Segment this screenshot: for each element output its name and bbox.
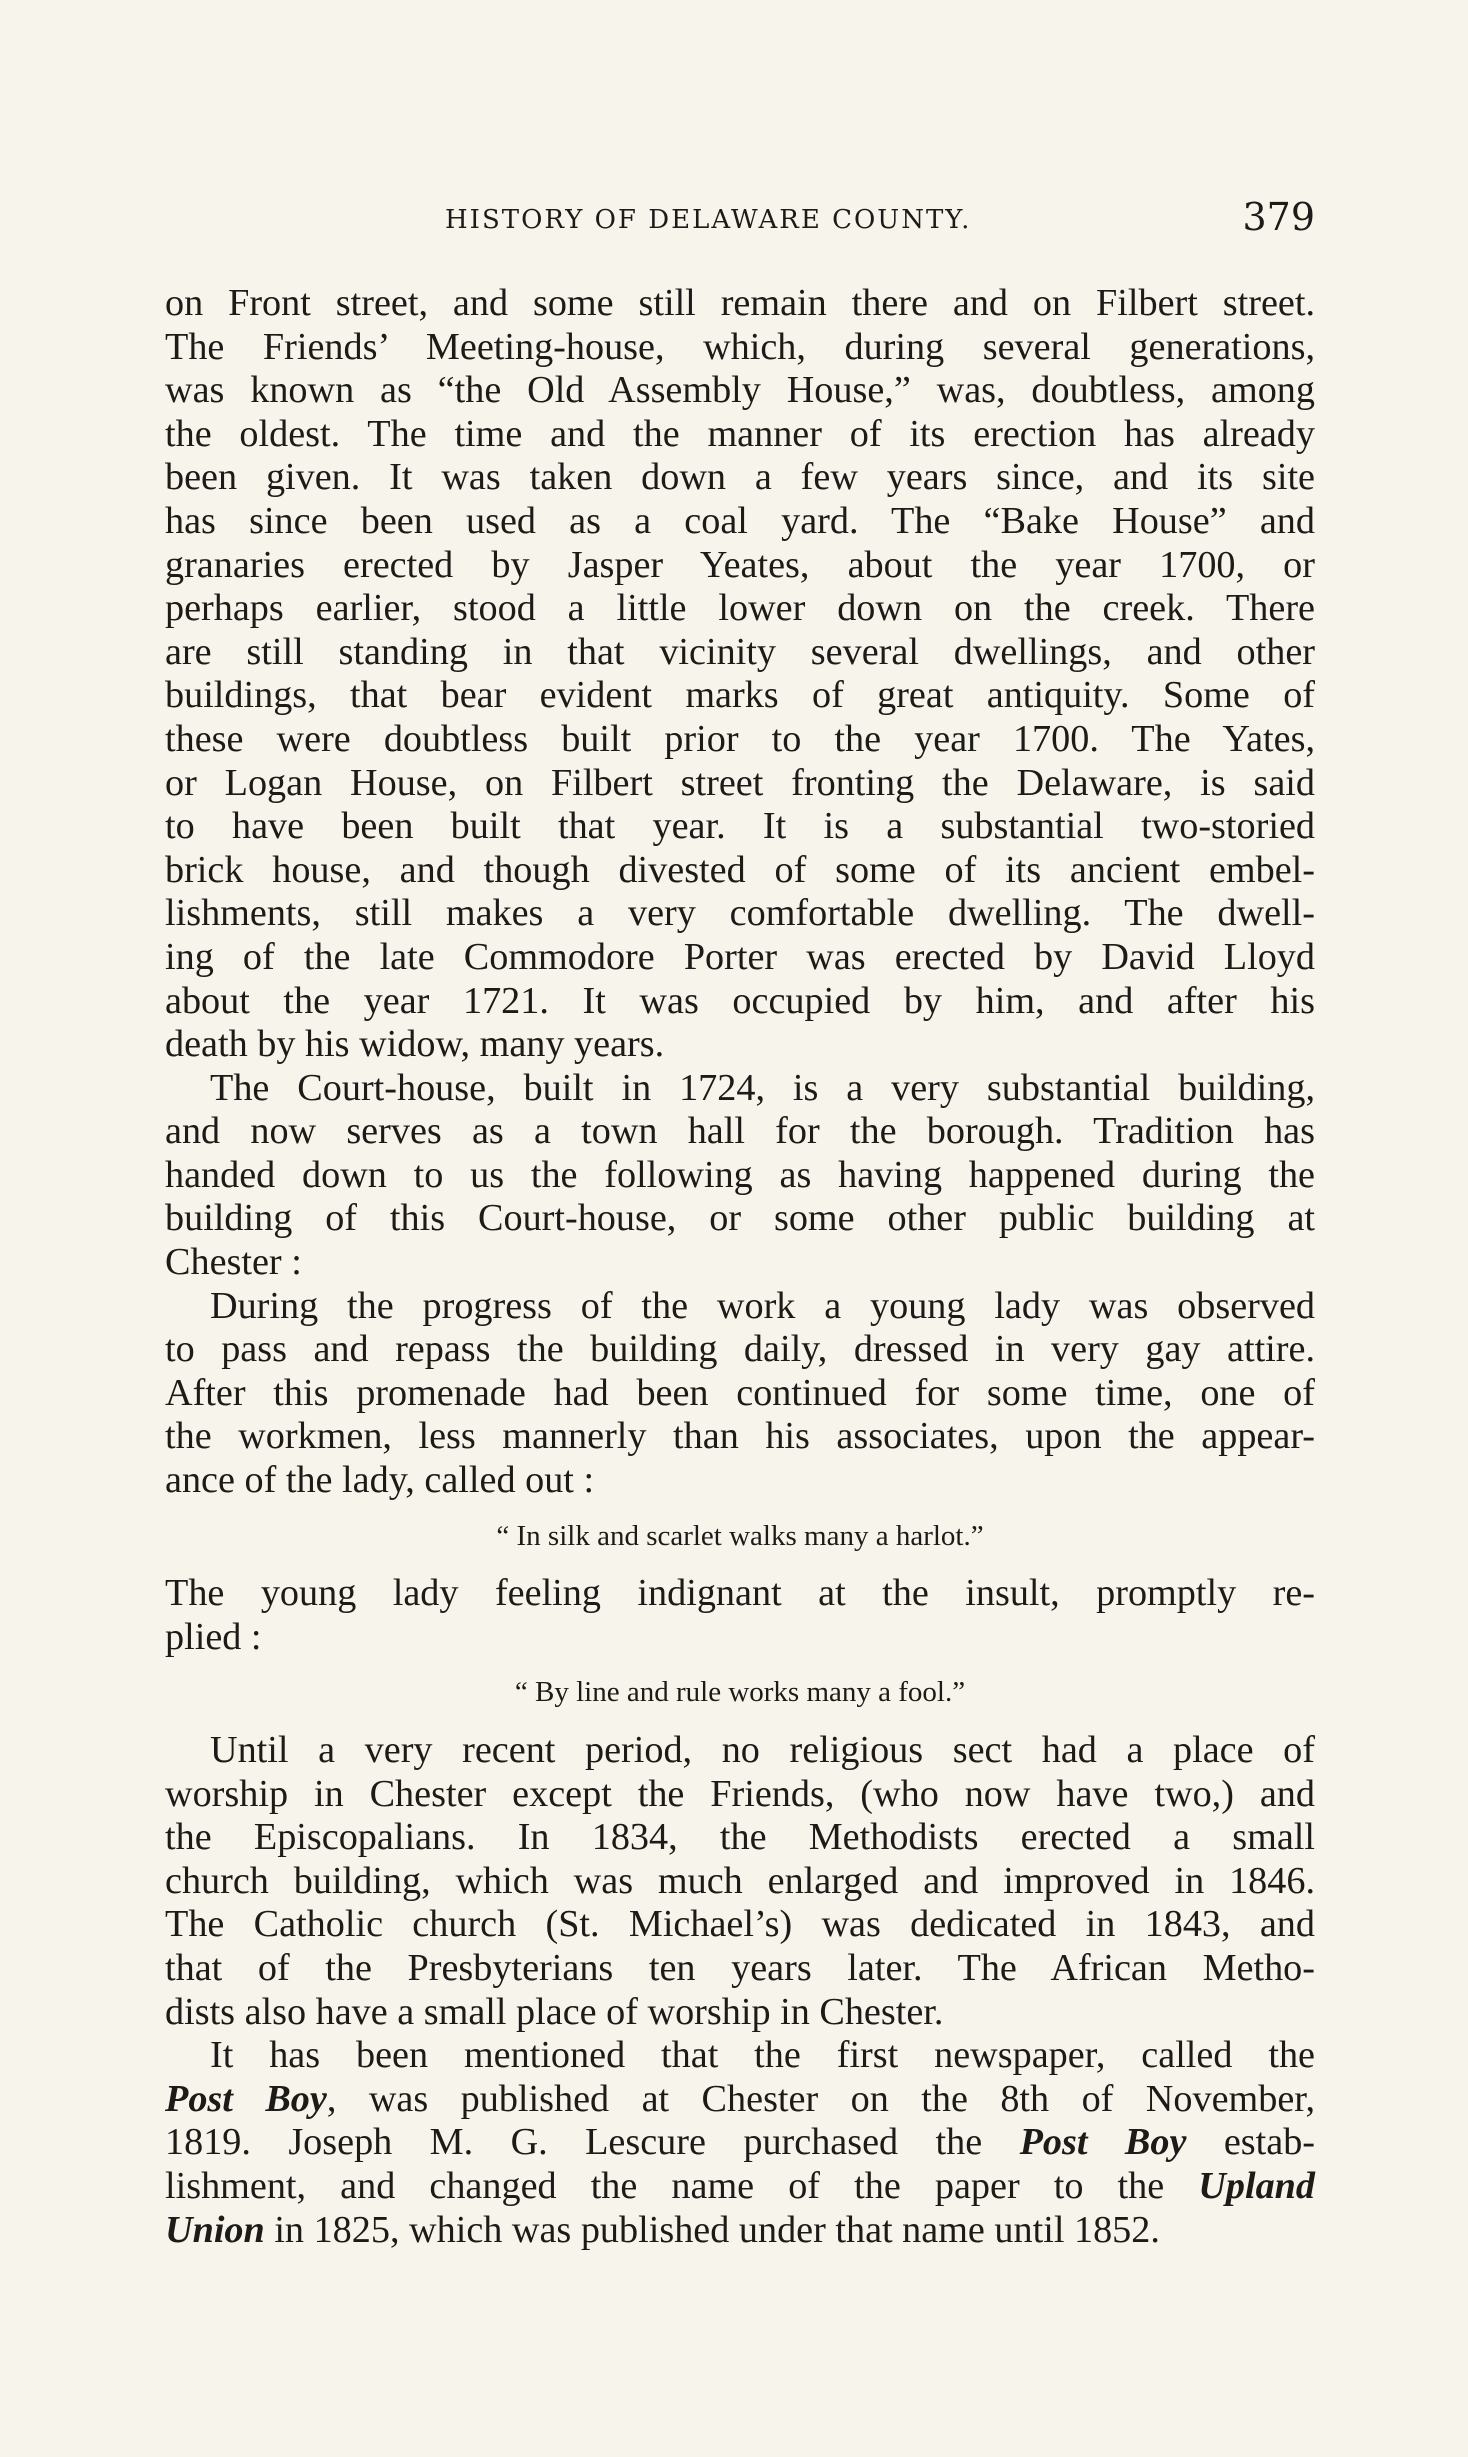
text-line: Until a very recent period, no religious sect had a place of [210, 1729, 1315, 1771]
text-line [165, 2078, 1315, 2122]
text-line [165, 2209, 1315, 2253]
text-line: ing of the late Commodore Porter was erected by David Lloyd [165, 935, 1315, 978]
text-line: are still standing in that vicinity several dwellings, and other [165, 630, 1315, 673]
paragraph [165, 1067, 1315, 1285]
text-line: the oldest. The time and the manner of its erection has already [165, 412, 1315, 455]
text-run: lishment, and changed the name of the paper to the [165, 2164, 1199, 2207]
text-line: building of this Court-house, or some other public building at [165, 1197, 1315, 1240]
page-body [165, 282, 1315, 2252]
text-line: or Logan House, on Filbert street fronting the Delaware, is said [165, 761, 1315, 804]
text-line: church building, which was much enlarged and improved in 1846. [165, 1859, 1315, 1902]
text-line: that of the Presbyterians ten years later. The African Metho- [165, 1946, 1315, 1989]
text-line: been given. It was taken down a few years since, and its site [165, 456, 1315, 499]
text-line: It has been mentioned that the first newspaper, called the [210, 2034, 1315, 2077]
page-header [165, 195, 1315, 245]
page-number: 379 [1242, 195, 1315, 239]
paragraph [165, 2034, 1315, 2252]
text-line: The Catholic church (St. Michael’s) was dedicated in 1843, and [165, 1903, 1315, 1946]
text-line: worship in Chester except the Friends, (who now have two,) and [165, 1772, 1315, 1815]
italic-title: Post Boy [1019, 2121, 1187, 2164]
text-line: granaries erected by Jasper Yeates, about the year 1700, or [165, 543, 1315, 586]
text-line [165, 2165, 1315, 2209]
text-run: in 1825, which was published under that name until 1852. [264, 2208, 1160, 2251]
italic-title: Union [165, 2208, 265, 2251]
text-line: was known as “the Old Assembly House,” was, doubtless, among [165, 369, 1315, 412]
text-line: about the year 1721. It was occupied by him, and after his [165, 979, 1315, 1022]
text-line: the workmen, less mannerly than his associates, upon the appear- [165, 1415, 1315, 1458]
text-line: lishments, still makes a very comfortable dwelling. The dwell- [165, 892, 1315, 935]
paragraph [165, 282, 1315, 1067]
text-line: The Friends’ Meeting-house, which, during several generations, [165, 325, 1315, 368]
text-line: on Front street, and some still remain there and on Filbert street. [165, 282, 1315, 324]
text-line: the Episcopalians. In 1834, the Methodists erected a small [165, 1816, 1315, 1859]
text-line: to pass and repass the building daily, dressed in very gay attire. [165, 1328, 1315, 1371]
paragraph [165, 1729, 1315, 2034]
text-line: death by his widow, many years. [165, 1023, 665, 1066]
text-line: these were doubtless built prior to the year 1700. The Yates, [165, 717, 1315, 760]
text-run: 1819. Joseph M. G. Lescure purchased the [165, 2121, 1020, 2164]
text-line: buildings, that bear evident marks of great antiquity. Some of [165, 674, 1315, 717]
text-line: to have been built that year. It is a substantial two-storied [165, 805, 1315, 848]
text-line [165, 2121, 1315, 2165]
text-line: brick house, and though divested of some of its ancient embel- [165, 848, 1315, 891]
text-line: and now serves as a town hall for the borough. Tradition has [165, 1110, 1315, 1153]
italic-title: Upland [1198, 2164, 1315, 2207]
quoted-verse: “ In silk and scarlet walks many a harlot.” [496, 1519, 984, 1552]
quoted-verse: “ By line and rule works many a fool.” [514, 1676, 966, 1709]
text-line: plied : [165, 1615, 262, 1658]
text-line: dists also have a small place of worship in Chester. [165, 1990, 944, 2033]
italic-title: Post Boy [165, 2077, 327, 2120]
text-line: handed down to us the following as having happened during the [165, 1153, 1315, 1196]
paragraph [165, 1285, 1315, 1503]
text-line: Chester : [165, 1241, 302, 1284]
running-head: HISTORY OF DELAWARE COUNTY. [445, 205, 972, 235]
text-line: has since been used as a coal yard. The “Bake House” and [165, 499, 1315, 542]
text-line: After this promenade had been continued for some time, one of [165, 1371, 1315, 1414]
text-line: The young lady feeling indignant at the insult, promptly re- [165, 1572, 1315, 1615]
text-line: perhaps earlier, stood a little lower down on the creek. There [165, 587, 1315, 630]
text-line: During the progress of the work a young lady was observed [210, 1284, 1315, 1327]
text-line: The Court-house, built in 1724, is a very substantial building, [210, 1066, 1315, 1109]
paragraph [165, 1572, 1315, 1659]
text-line: ance of the lady, called out : [165, 1459, 595, 1502]
text-run: estab- [1186, 2121, 1316, 2164]
text-run: , was published at Chester on the 8th of November, [326, 2077, 1315, 2120]
